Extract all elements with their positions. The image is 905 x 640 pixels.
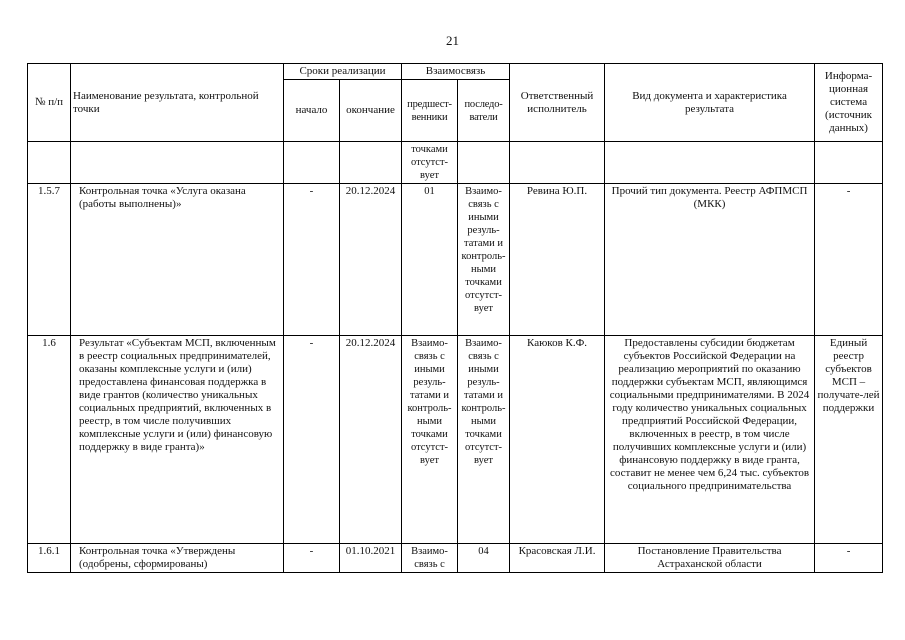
cell-num [28,142,71,184]
cell-responsible: Каюков К.Ф. [510,336,605,544]
header-name: Наименование результата, контрольной точки [71,64,284,142]
cell-end: 01.10.2021 [340,544,402,573]
table-row [28,544,883,573]
cell-doc [605,142,815,184]
cell-start: - [284,544,340,573]
cell-num: 1.6 [28,336,71,544]
cell-info: - [815,184,883,336]
header-relation: Взаимосвязь [402,64,510,80]
cell-predecessors: точками отсутст-вует [402,142,458,184]
cell-predecessors: Взаимо-связь с [402,544,458,573]
table-row [28,142,883,184]
cell-end: 20.12.2024 [340,184,402,336]
cell-name [71,142,284,184]
cell-info: - [815,544,883,573]
header-num: № п/п [28,64,71,142]
cell-num: 1.6.1 [28,544,71,573]
cell-predecessors: 01 [402,184,458,336]
cell-end [340,142,402,184]
header-end: окончание [340,80,402,142]
cell-responsible: Ревина Ю.П. [510,184,605,336]
header-successors: последо-ватели [458,80,510,142]
cell-start [284,142,340,184]
cell-start: - [284,184,340,336]
cell-name: Контрольная точка «Услуга оказана (работы выполнены)» [71,184,284,336]
cell-name: Контрольная точка «Утверждены (одобрены, сформированы) [71,544,284,573]
table-row [28,184,883,336]
page-number: 21 [446,33,459,48]
cell-responsible: Красовская Л.И. [510,544,605,573]
table-header [28,64,883,142]
cell-successors: Взаимо-связь с иными резуль-татами и контроль-ными точками отсутст-вует [458,184,510,336]
cell-num: 1.5.7 [28,184,71,336]
cell-info [815,142,883,184]
cell-start: - [284,336,340,544]
cell-successors [458,142,510,184]
header-start: начало [284,80,340,142]
table-row [28,336,883,544]
header-predecessors: предшест-венники [402,80,458,142]
cell-name: Результат «Субъектам МСП, включенным в реестр социальных предпринимателей, оказаны комплексные услуги и (или) предоставлена финансовая поддержка в виде грантов (количество уникальных социальных предприятий, включенных в реестр, в том числе получивших комплексные услуги и (или) финансовую поддержку в виде гранта)» [71,336,284,544]
cell-doc: Прочий тип документа. Реестр АФПМСП (МКК) [605,184,815,336]
cell-predecessors: Взаимо-связь с иными резуль-татами и контроль-ными точками отсутст-вует [402,336,458,544]
header-terms: Сроки реализации [284,64,402,80]
cell-info: Единый реестр субъектов МСП – получате-лей поддержки [815,336,883,544]
cell-successors: 04 [458,544,510,573]
cell-successors: Взаимо-связь с иными резуль-татами и контроль-ными точками отсутст-вует [458,336,510,544]
cell-end: 20.12.2024 [340,336,402,544]
header-info-system: Информа-ционная система (источник данных) [815,64,883,142]
header-doc-type: Вид документа и характеристика результата [605,64,815,142]
header-responsible: Ответственный исполнитель [510,64,605,142]
cell-doc: Постановление Правительства Астраханской области [605,544,815,573]
cell-responsible [510,142,605,184]
plan-table [27,63,883,573]
cell-doc: Предоставлены субсидии бюджетам субъектов Российской Федерации на реализацию мероприятий по оказанию поддержки субъектам МСП, являющимся социальными предпринимателями. В 2024 году количество уникальных социальных предприятий Российской Федерации, включенных в реестр, в том числе получивших комплексные услуги и (или) финансовую поддержку в виде гранта, составит не менее чем 6,24 тыс. субъектов социального предпринимательства [605,336,815,544]
